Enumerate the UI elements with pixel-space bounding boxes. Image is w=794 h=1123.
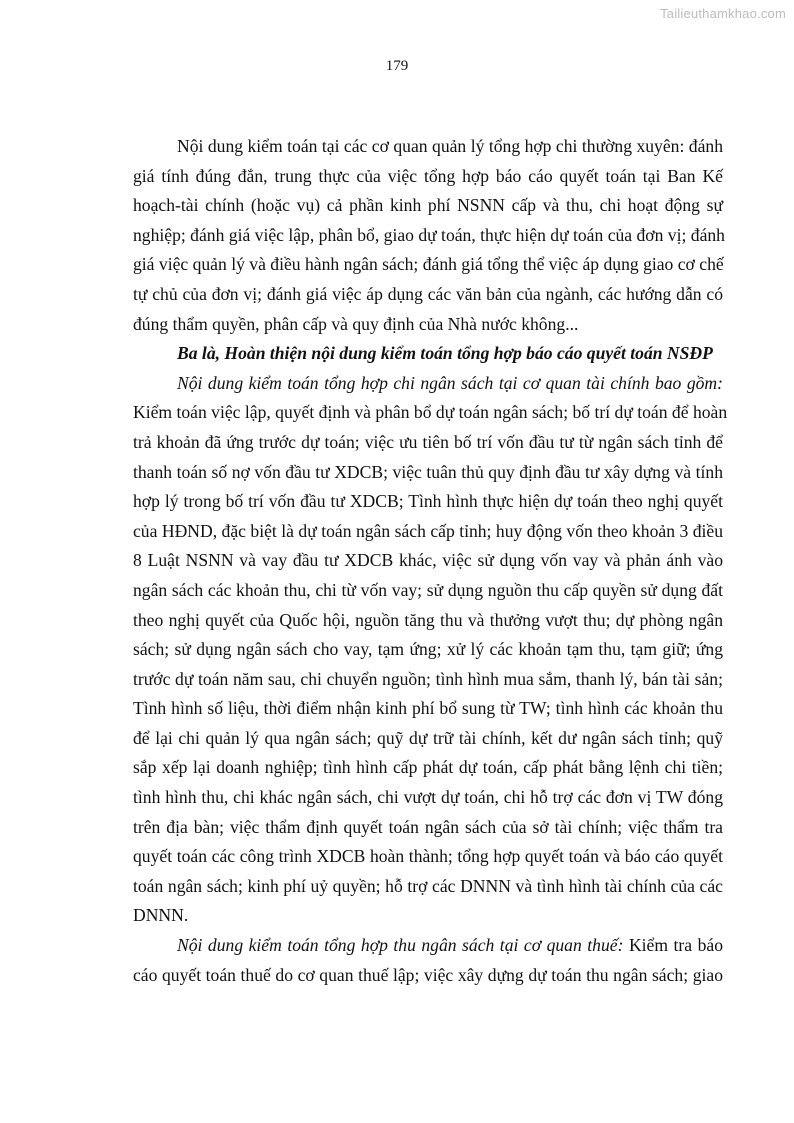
text-line: cáo quyết toán thuế do cơ quan thuế lập; việc xây dựng dự toán thu ngân sách; giao [133, 964, 723, 985]
text-line: Tình hình số liệu, thời điểm nhận kinh phí bổ sung từ TW; tình hình các khoản thu [133, 698, 723, 719]
text-line: toán ngân sách; kinh phí uỷ quyền; hỗ trợ các DNNN và tình hình tài chính của các [133, 875, 723, 896]
paragraph-lead: Nội dung kiểm toán tổng hợp thu ngân sách tại cơ quan thuế: [177, 935, 624, 956]
watermark: Tailieuthamkhao.com [660, 6, 786, 21]
paragraph-first-line [133, 931, 723, 961]
text-line: hoạch-tài chính (hoặc vụ) cả phần kinh phí NSNN cấp và thu, chi hoạt động sự [133, 195, 723, 216]
text-line: Nội dung kiểm toán tại các cơ quan quản lý tổng hợp chi thường xuyên: đánh [177, 136, 723, 156]
document-body [133, 132, 728, 990]
text-line: quyết toán các công trình XDCB hoàn thành; tổng hợp quyết toán và báo cáo quyết [133, 846, 723, 867]
text-line: trên địa bàn; việc thẩm định quyết toán ngân sách của sở tài chính; việc thẩm tra [133, 816, 723, 837]
text-line: đúng thẩm quyền, phân cấp và quy định của Nhà nước không... [133, 313, 579, 334]
paragraph-3 [133, 931, 723, 990]
text-line: của HĐND, đặc biệt là dự toán ngân sách cấp tỉnh; huy động vốn theo khoản 3 điều [133, 520, 723, 541]
paragraph-lead: Nội dung kiểm toán tổng hợp chi ngân sách tại cơ quan tài chính bao gồm: [177, 372, 723, 393]
text-line: để lại chi quản lý qua ngân sách; quỹ dự trữ tài chính, kết dư ngân sách tỉnh; quỹ [133, 727, 723, 748]
section-heading: Ba là, Hoàn thiện nội dung kiểm toán tổng hợp báo cáo quyết toán NSĐP [177, 343, 713, 364]
paragraph-1 [133, 132, 723, 339]
text-line: tự chủ của đơn vị; đánh giá việc áp dụng các văn bản của ngành, các hướng dẫn có [133, 283, 723, 304]
text-line: DNNN. [133, 905, 189, 926]
text-line: theo nghị quyết của Quốc hội, nguồn tăng thu và thưởng vượt thu; dự phòng ngân [133, 609, 723, 630]
text-line: trước dự toán năm sau, chi chuyển nguồn; tình hình mua sắm, thanh lý, bán tài sản; [133, 668, 723, 689]
text-line: 8 Luật NSNN và vay đầu tư XDCB khác, việc sử dụng vốn vay và phản ánh vào [133, 550, 723, 571]
text-run: Kiểm tra báo [623, 935, 723, 956]
text-line: nghiệp; đánh giá việc lập, phân bổ, giao dự toán, thực hiện dự toán của đơn vị; đánh [133, 224, 725, 245]
text-line: ngân sách các khoản thu, chi từ vốn vay; sử dụng nguồn thu cấp quyền sử dụng đất [133, 579, 723, 600]
text-line: hợp lý trong bố trí vốn đầu tư XDCB; Tình hình thực hiện dự toán theo nghị quyết [133, 491, 723, 512]
text-line: thanh toán số nợ vốn đầu tư XDCB; việc tuân thủ quy định đầu tư xây dựng và tính [133, 461, 723, 482]
text-line: giá việc quản lý và điều hành ngân sách; đánh giá tổng thể việc áp dụng giao cơ chế [133, 254, 724, 275]
text-line: Kiểm toán việc lập, quyết định và phân bổ dự toán ngân sách; bố trí dự toán để hoàn [133, 402, 728, 423]
text-line: tình hình thu, chi khác ngân sách, chi vượt dự toán, chi hỗ trợ các đơn vị TW đóng [133, 787, 723, 808]
paragraph-2 [133, 369, 728, 931]
text-line: giá tính đúng đắn, trung thực của việc tổng hợp báo cáo quyết toán tại Ban Kế [133, 165, 723, 186]
page-number: 179 [385, 58, 409, 74]
text-line: trả khoản đã ứng trước dự toán; việc ưu tiên bố trí vốn đầu tư từ ngân sách tỉnh để [133, 431, 723, 452]
text-line: sách; sử dụng ngân sách cho vay, tạm ứng; xử lý các khoản tạm thu, tạm giữ; ứng [133, 639, 723, 660]
text-line: sắp xếp lại doanh nghiệp; tình hình cấp phát dự toán, cấp phát bằng lệnh chi tiền; [133, 757, 723, 778]
